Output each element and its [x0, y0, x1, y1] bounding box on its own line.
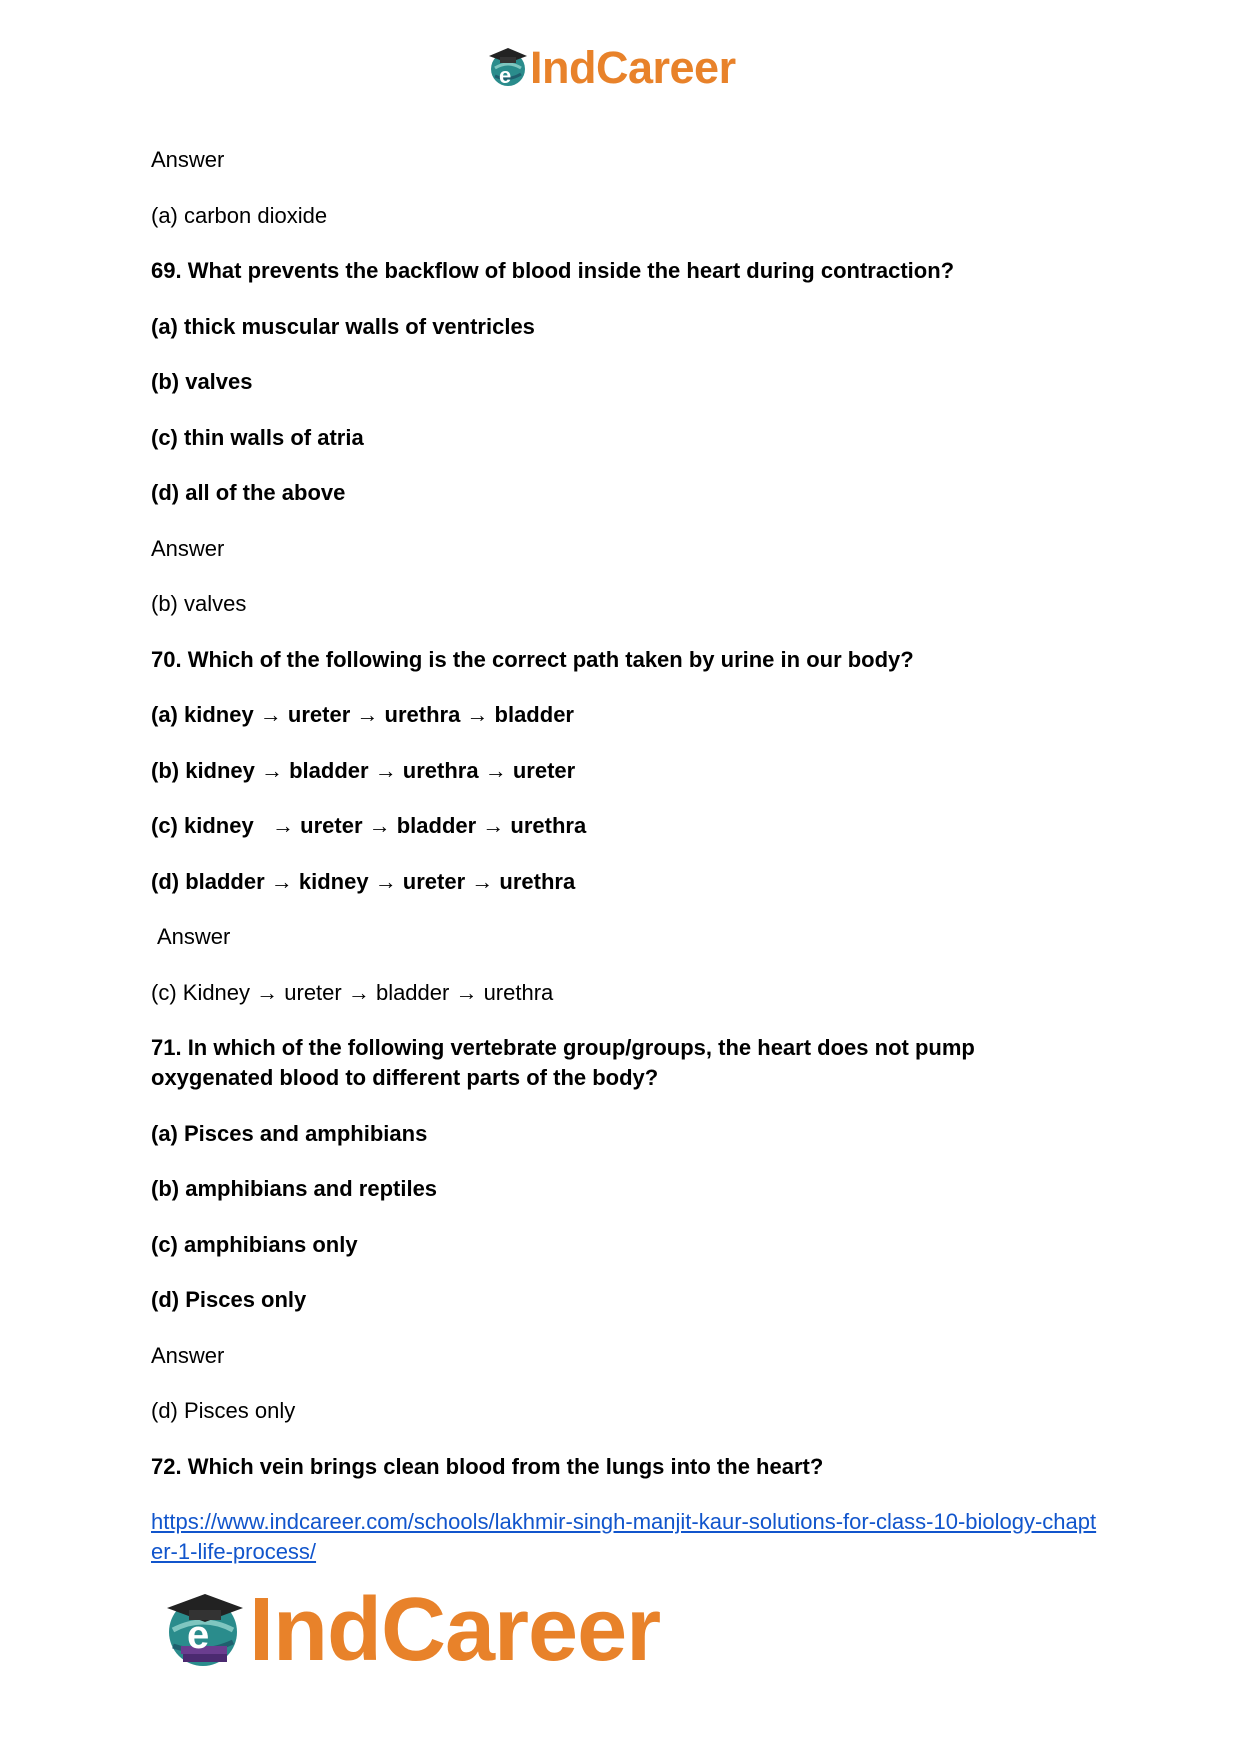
header-logo-text: IndCareer	[530, 41, 736, 93]
source-link-container	[151, 1507, 1101, 1567]
option-69a: (a) thick muscular walls of ventricles	[151, 313, 535, 339]
answer-71: (d) Pisces only	[151, 1398, 296, 1423]
header-logo	[487, 42, 736, 92]
option-70c: (c) kidney → ureter → bladder → urethra	[151, 813, 587, 838]
globe-cap-icon	[487, 46, 529, 88]
option-70b: (b) kidney → bladder → urethra → ureter	[151, 757, 576, 783]
answer-label-70: Answer	[157, 924, 231, 949]
answer-label-71: Answer	[151, 1342, 225, 1368]
svg-text:e: e	[499, 63, 512, 88]
question-71: 71. In which of the following vertebrate group/groups, the heart does not pump oxygenated blood to different parts of the body?	[151, 1035, 975, 1090]
source-link[interactable]: https://www.indcareer.com/schools/lakhmir-singh-manjit-kaur-solutions-for-class-10-biology-chapter-1-life-process/	[151, 1509, 1097, 1564]
option-71a: (a) Pisces and amphibians	[151, 1120, 428, 1146]
question-70: 70. Which of the following is the correct path taken by urine in our body?	[151, 646, 914, 672]
option-71c: (c) amphibians only	[151, 1231, 358, 1257]
svg-text:e: e	[187, 1613, 210, 1657]
answer-label-69: Answer	[151, 535, 225, 561]
globe-books-icon	[163, 1588, 247, 1672]
footer-logo	[163, 1580, 661, 1680]
option-69b: (b) valves	[151, 369, 253, 394]
option-69d: (d) all of the above	[151, 480, 346, 505]
option-71d: (d) Pisces only	[151, 1287, 307, 1312]
option-69c: (c) thin walls of atria	[151, 424, 364, 450]
option-70d: (d) bladder → kidney → ureter → urethra	[151, 868, 576, 894]
answer-label: Answer	[151, 147, 225, 172]
question-69: 69. What prevents the backflow of blood inside the heart during contraction?	[151, 258, 955, 283]
option-70a: (a) kidney → ureter → urethra → bladder	[151, 702, 574, 727]
question-72: 72. Which vein brings clean blood from the lungs into the heart?	[151, 1453, 824, 1479]
answer-69: (b) valves	[151, 591, 247, 616]
footer-logo-text: IndCareer	[249, 1580, 661, 1680]
answer-70: (c) Kidney → ureter → bladder → urethra	[151, 979, 554, 1005]
answer-text: (a) carbon dioxide	[151, 202, 328, 228]
option-71b: (b) amphibians and reptiles	[151, 1176, 438, 1201]
document-body	[151, 145, 1111, 1567]
